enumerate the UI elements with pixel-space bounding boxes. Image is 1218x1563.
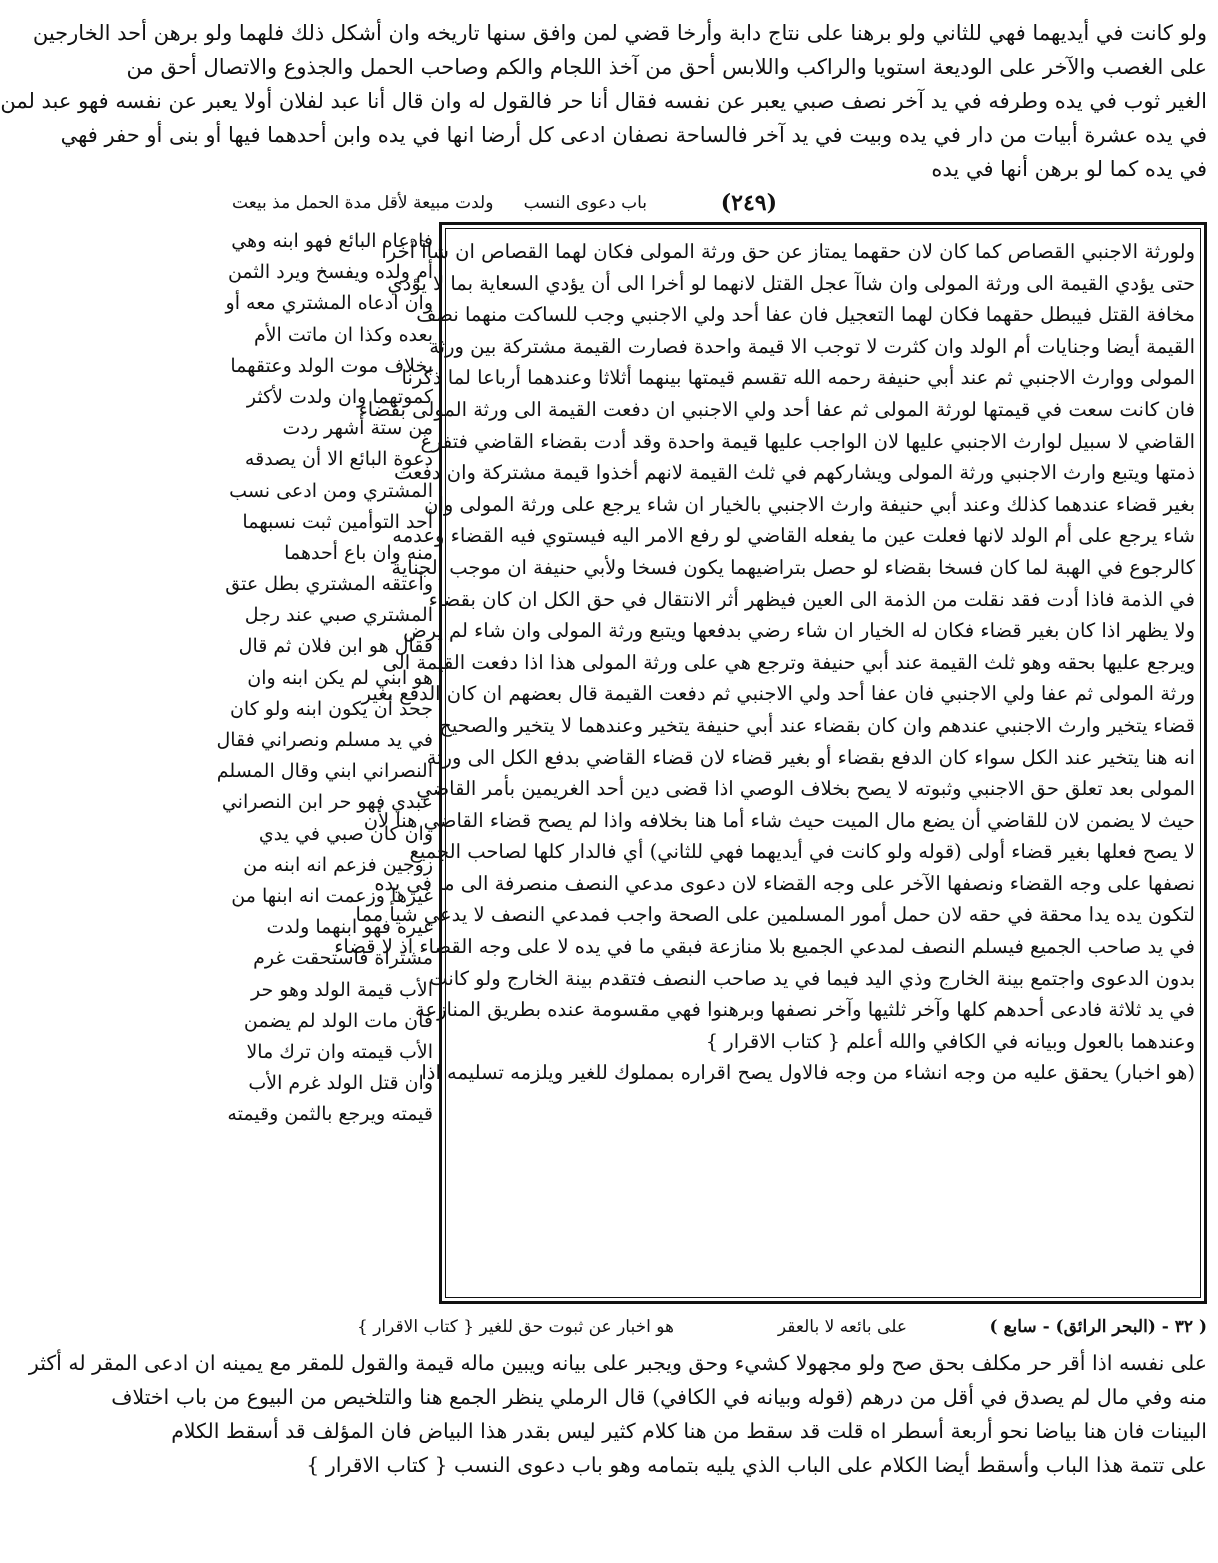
text-line: حيث لا يضمن لان للقاضي أن يضع مال الميت حيث شاء أما هنا بخلافه واذا لم يصح قضاء القاضي هنا لأن: [363, 808, 1195, 832]
text-line: منه وان باع أحدهما: [284, 541, 433, 564]
text-line: القاضي لا سبيل لوارث الاجنبي عليها لان الواجب عليها قيمة واحدة وقد أدت بقضاء القاضي فتفرغ: [420, 429, 1195, 453]
text-line: جحد أن يكون ابنه ولو كان: [229, 697, 433, 720]
text-line: وان ادعاه المشتري معه أو: [225, 292, 433, 315]
text-line: هو ابني لم يكن ابنه وان: [247, 666, 433, 689]
text-line: ذمتها ويتبع وارث الاجنبي ورثة المولى ويشاركهم في ثلث القيمة لانهم أخذوا قيمة مشتركة وان دفعت: [394, 461, 1195, 485]
text-line: عبدي فهو حر ابن النصراني: [221, 791, 433, 814]
text-line: أم ولده ويفسخ ويرد الثمن: [227, 261, 433, 284]
text-line: مخافة القتل فيبطل حقهما فكان لهما التعجيل فان عفا أحد ولي الاجنبي وجب للساكت منهما نصف: [416, 303, 1195, 327]
text-line: في يد صاحب الجميع فيسلم النصف لمدعي الجميع بلا منازعة فبقي ما في يده لا على وجه القضاء اذ لا قضاء: [334, 935, 1195, 959]
text-line: فان كانت سعت في قيمتها لورثة المولى ثم عفا أحد ولي الاجنبي ان دفعت القيمة الى ورثة المولى بقضاء: [358, 397, 1195, 421]
text-line: على نفسه اذا أقر حر مكلف بحق صح ولو مجهولا كشيء وحق ويجبر على بيانه ويبين ماله قيمة والقول للمقر مع يمينه ان ادعى المقر له أكثر: [28, 1351, 1207, 1375]
chapter-title: باب دعوى النسب: [523, 193, 647, 213]
text-line: من ستة أشهر ردت: [282, 417, 433, 440]
text-line: كالرجوع في الهبة لما كان فسخا بقضاء لو حصل بتراضيهما يكون فسخا ولأبي حنيفة ان موجب الجناية: [391, 555, 1195, 579]
text-line: بعده وكذا ان ماتت الأم: [253, 323, 433, 346]
running-header: [232, 188, 1207, 218]
matn-side-column: [216, 226, 433, 1130]
text-line: ورثة المولى ثم عفا ولي الاجنبي فان عفا أحد ولي الاجنبي ثم دفعت القيمة قال بعضهم ان كان الدفع بغير: [361, 682, 1195, 706]
text-line: المولى بعد تعلق حق الاجنبي وثبوته لا يصح بخلاف الوصي اذا قضى دين أحد الغريمين بأمر القاضي: [416, 777, 1195, 801]
text-line: المشتري صبي عند رجل: [244, 604, 433, 627]
text-line: ولو كانت في أيديهما فهي للثاني ولو برهنا على نتاج دابة وأرخا قضي لمن وافق سنها تاريخه وان أشكل ذلك فلهما ولو برهن أحد الخارجين: [32, 21, 1207, 45]
text-line: البينات فان هنا بياضا نحو أربعة أسطر اه قلت قد سقط من هنا كلام كثير ليس بقدر هذا البياض فان المؤلف قد أسقط الكلام: [171, 1419, 1207, 1443]
text-line: (هو اخبار) يحقق عليه من وجه انشاء من وجه فالاول يصح اقراره بمملوك للغير ويلزمه تسليمه اذا: [421, 1061, 1195, 1085]
text-line: بغير قضاء عندهما كذلك وعند أبي حنيفة وارث الاجنبي بالخيار ان شاء يرجع على ورثة المولى وان: [424, 492, 1195, 516]
margin-heading: ولدت مبيعة لأقل مدة الحمل مذ بيعت: [232, 193, 494, 213]
text-line: في يد مسلم ونصراني فقال: [216, 729, 433, 751]
text-line: دعوة البائع الا أن يصدقه: [244, 448, 433, 471]
text-line: المشتري ومن ادعى نسب: [229, 479, 433, 502]
text-line: ويرجع عليها بحقه وهو ثلث القيمة عند أبي حنيفة وترجع هي على ورثة المولى هذا اذا دفعت القيمة الى: [382, 650, 1195, 674]
text-line: فان مات الولد لم يضمن: [243, 1009, 433, 1032]
text-line: قضاء يتخير وارث الاجنبي عندهم وان كان بقضاء عند أبي حنيفة يتخير وعندهما لا يتخير والصحيح: [439, 713, 1195, 737]
text-line: غيره فهو ابنهما ولدت: [266, 916, 433, 939]
text-line: الغير ثوب في يده وطرفه في يد آخر نصف صبي يعبر عن نفسه فقال أنا حر فالقول له وان قال أنا عبد لفلان أولا يعبر عن نفسه فهو عبد لمن: [0, 89, 1207, 113]
text-line: بدون الدعوى واجتمع بينة الخارج وذي اليد فيما في يد صاحب النصف فتقدم بينة الخارج ولو كانت: [429, 966, 1195, 990]
text-line: في يده كما لو برهن أنها في يده: [931, 157, 1207, 181]
text-line: قيمته ويرجع بالثمن وقيمته: [227, 1103, 433, 1126]
text-line: وان قتل الولد غرم الأب: [248, 1072, 433, 1095]
text-line: زوجين فزعم انه ابنه من: [243, 853, 433, 876]
text-line: على الغصب والآخر على الوديعة استويا والراكب واللابس أحق من آخذ اللجام والكم وصاحب الحمل والجذوع والاتصال أحق من: [126, 55, 1207, 79]
text-line: أحد التوأمين ثبت نسبهما: [242, 510, 433, 533]
text-line: ولورثة الاجنبي القصاص كما كان لان حقهما يمتاز عن حق ورثة المولى فكان لهما القصاص ان شاآ أخرا: [381, 240, 1195, 263]
footer-sub: على بائعه لا بالعقر: [777, 1317, 907, 1337]
page-number: (٢٤٩): [720, 190, 777, 216]
text-line: المولى ووارث الاجنبي ثم عند أبي حنيفة رحمه الله تقسم قيمتها بينهما أثلاثا وعندهما أرباعا لما ذكرنا: [401, 366, 1195, 390]
top-text-block: [0, 16, 1207, 186]
footer-title: هو اخبار عن ثبوت حق للغير { كتاب الاقرار }: [357, 1317, 674, 1337]
text-line: فادعاه البائع فهو ابنه وهي: [231, 230, 433, 252]
bottom-text-block: [28, 1346, 1207, 1482]
text-line: منه وفي مال لم يصدق في أقل من درهم (قوله وبيانه في الكافي) قال الرملي ينظر الجمع هنا والتلخيص من البيوع من باب اختلاف: [111, 1385, 1207, 1409]
text-line: على تتمة هذا الباب وأسقط أيضا الكلام على الباب الذي يليه بتمامه وهو باب دعوى النسب { كتاب الاقرار }: [306, 1453, 1207, 1477]
text-line: القيمة أيضا وجنايات أم الولد وان كثرت لا توجب الا قيمة واحدة فصارت القيمة مشتركة بين ورثة: [429, 334, 1195, 358]
text-line: لتكون يده يدا محقة في حقه لان حمل أمور المسلمين على الصحة واجب فمدعي النصف لا يدعي شيأ مما: [355, 903, 1195, 927]
text-line: في يده عشرة أبيات من دار في يده وبيت في يد آخر فالساحة نصفان ادعى كل أرضا انها في يده وابن أحدهما فيها أو بنى أو حفر فهي: [60, 123, 1207, 147]
text-line: الأب قيمة الولد وهو حر: [250, 978, 433, 1001]
text-line: انه هنا يتخير عند الكل سواء كان الدفع بقضاء أو بغير قضاء لان قضاء القاضي بدفع الكل الى ورثة: [426, 745, 1195, 769]
text-line: في يد ثلاثة فادعى أحدهم كلها وآخر ثلثيها وآخر نصفها وبرهنوا فهي مقسومة عنده بطريق المنازعة: [415, 998, 1195, 1022]
volume-marker: ( ٣٢ - (البحر الرائق) - سابع ): [989, 1317, 1207, 1337]
text-line: الأب قيمته وان ترك مالا: [246, 1040, 433, 1063]
text-line: نصفها على وجه القضاء ونصفها الآخر على وجه القضاء لان دعوى مدعي النصف منصرفة الى ما في يده: [374, 871, 1195, 895]
text-line: ولا يظهر اذا كان بغير قضاء فكان له الخيار ان شاء رضي بدفعها ويتبع ورثة المولى وان شاء لم يرض: [403, 619, 1195, 643]
text-line: بخلاف موت الولد وعتقهما: [230, 354, 433, 377]
text-line: حتى يؤدي القيمة الى ورثة المولى وان شاآ عجل القتل لانهما لو أخرا الى أن يؤدي السعاية بما لا يؤدي: [387, 271, 1195, 295]
text-line: مشتراة فاستحقت غرم: [253, 947, 433, 970]
text-line: لا يصح فعلها بغير قضاء أولى (قوله ولو كانت في أيديهما فهي للثاني) أي فالدار كلها لصاحب الجميع: [409, 840, 1195, 864]
text-line: في الذمة فاذا أدت فقد نقلت من الذمة الى العين فيظهر أثر الانتقال في حق الكل ان كان بقضاء: [428, 587, 1195, 611]
text-line: النصراني ابني وقال المسلم: [216, 760, 433, 783]
text-line: وأعتقه المشتري بطل عتق: [225, 573, 433, 596]
text-line: فقال هو ابن فلان ثم قال: [238, 635, 433, 658]
footer-header: [357, 1312, 1207, 1342]
text-line: وعندهما بالعول وبيانه في الكافي والله أعلم { كتاب الاقرار }: [705, 1029, 1195, 1053]
text-line: كموتهما وان ولدت لأكثر: [246, 385, 433, 408]
text-line: وان كان صبي في يدي: [258, 822, 433, 845]
text-line: شاء يرجع على أم الولد لانها فعلت عين ما يفعله القاضي لو رفع الامر اليه فيستوي فيه القضاء وعدمه: [392, 524, 1195, 548]
text-line: غيرها وزعمت انه ابنها من: [231, 884, 433, 907]
